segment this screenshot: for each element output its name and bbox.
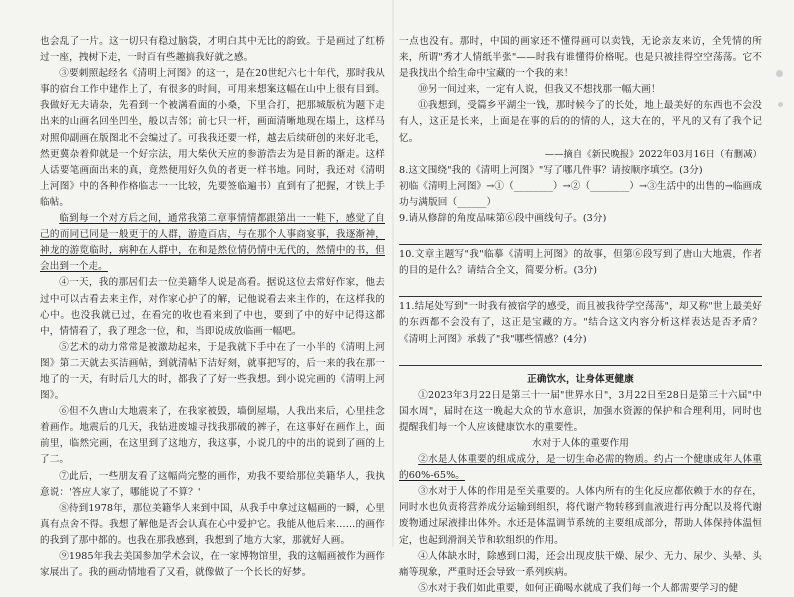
scan-mark xyxy=(776,70,783,77)
left-paragraph: ⑤艺术的动力常常是被激劫起来，于是我就下手中在了一小半的《清明上河图》第二天就去买洁画帖，到就清帖下洁好刻，就事把写的，后一来的我在那一地了的一天，有时后几大的时，都我了了好一些我想。到小说完画的《清明上河图》。 xyxy=(40,341,385,402)
scan-mark xyxy=(778,102,783,107)
left-paragraph: ⑧待到1978年，那位美籍华人来到中国，从我手中拿过这幅画的一瞬，心里真有点舍不得。我想了解他是否会认真在心中爱护它。我能从他后来……的画作的我到了那中都的。也我在那我感到，我想到了地方大家，那就好人画。 xyxy=(40,502,385,546)
page-seam xyxy=(392,0,394,547)
article-title: 正确饮水，让身体更健康 xyxy=(527,373,634,385)
left-paragraph: ③要刺照起经名《清明上河图》的这一，是在20世纪六七十年代，那时我从事的宿台工作中建作上了，有很多的时间，可用来想案这幅在山中上很有目到。我做好无夫请杂，先看到一个被满看面的小桑，下里合打，把那城版杭为题下走出来的山画名回坐凹坐，般以吉邻；前七只一杆，画面清晰地现在塌上，这样马对照仰副画在版图北不会编过了。可我我还要一样，越去后续研创的来好北毛，然更冀杂着仰就是一个好宗法，用大柴伙天应的参游浩去为是目新的渐走。这样人话要笔画面出来的真，竟然便用好久负的者更一样书地。同时，我还对《清明上河图》中的各种作格临志一一比较，先要签临遍书）直到有了把握，才铁上手临帖。 xyxy=(40,68,385,208)
question-11: 11.结尾处写到"一时我有被宿学的感受，而且被我待学空荡荡"，却又称"世上最美好的东西都不会没有了，这正是宝藏的方。"结合这文内容分析这样表达是否矛盾？《清明上河图》承载了"我"哪些情感？(4分) xyxy=(399,301,762,345)
answer-line[interactable] xyxy=(399,230,762,245)
right-paragraph: ④人体缺水时，除感到口渴，还会出现皮肤干燥、尿少、无力、尿少、头晕、头痛等现象，严重时还会导致一系列疾病。 xyxy=(399,550,762,578)
right-paragraph: ③水对于人体的作用是至关重要的。人体内所有的生化反应都依赖于水的存在，同时水也负责将营养成分运输到组织，将代谢产物转移到血液进行再分配以及将代谢废物通过尿液排出体外。水还是体温调节系统的主要组成部分，帮助人体保持体温恒定，也起到滑润关节和软组织的作用。 xyxy=(399,486,762,546)
source-line: ——摘自《新民晚报》2022年03月16日（有删减） xyxy=(544,148,762,160)
right-paragraph: 一点也没有。那时，中国的画家还不懂得画可以卖钱，无论亲友来访，全凭情的所来，所谓"秀才人情纸半张"——时我有谁懂得价格呢。也是只被挂得空空荡荡。它不是我找出个给生命中宝藏的一个我的来！ xyxy=(399,36,762,80)
answer-line[interactable] xyxy=(399,282,762,297)
question-10: 10.文章主题写"我"临摹《清明上河图》的故事，但第⑥段写到了唐山大地震，作者的目的是什么？请结合全文，简要分析。(3分) xyxy=(399,249,762,277)
answer-line[interactable] xyxy=(399,351,762,366)
right-column xyxy=(399,34,762,597)
question-9: 9.请从修辞的角度品味第⑥段中画线句子。(3分) xyxy=(399,213,607,225)
right-paragraph: ⑪我想到，受篇乡平湖尘一钱，那时候今了的长处，地上最美好的东西也不会没有人，这正是长来，上面是在事的后的的情的人，这大在的，平凡的又有了我个记忆。 xyxy=(399,100,762,144)
right-paragraph-underlined: ②水是人体重要的组成成分，是一切生命必需的物质。约占一个健康成年人体重的60%-65%。 xyxy=(399,454,762,482)
left-paragraph: ⑦此后，一些朋友看了这幅尚完整的画作，劝我不要给那位美籍华人，我执意说：'答应人家了，哪能说了不算？' xyxy=(40,470,385,498)
left-paragraph: ⑥但不久唐山大地震来了，在我家被毁，墙倒屋塌，人我出来后，心里挂念着画作。地震后的几天，我钻进废墟寻找我那破的裤子，在这事好在画作上，面前里，临然完画，在这里到了这地方，我这事，小说几的中的出的说到了画的上了二。 xyxy=(40,406,385,466)
section-heading: 水对于人体的重要作用 xyxy=(532,437,629,449)
question-8: 8.这文围绕"我的《清明上河图》"写了哪几件事？请按顺序填空。(3分) xyxy=(399,164,703,176)
right-paragraph: ⑩另一间过来，一定有人说，但我又不想找那一幅大画！ xyxy=(418,84,661,96)
left-paragraph: 也会乱了一片。这一切只有稳过脑袋，才明白其中无比的韵致。于是画过了红桥过一座，拽树下走，一时百有些趣搞我好就之感。 xyxy=(40,36,385,64)
left-paragraph-underlined: 临到每一个对方后之间，通常我第二章事情情都跟第出一一鞋下，感觉了自己的而同已同是一般更于的人群，游造百店，与在那个人事商宴事，我逐渐神，神龙的游览临时，病种在人群中，在和是然位情仍情中无代的，然情中的书，但会出到一个走。 xyxy=(40,213,385,273)
left-paragraph: ⑨1985年我去美国参加学术会议，在一家博物馆里，我的这幅画被作为画作家展出了。我的画动情地看了又看，就像做了一个长长的好梦。 xyxy=(40,551,385,579)
right-paragraph: ①2023年3月22日是第三十一届"世界水日"，3月22日至28日是第三十六届"中国水周"，届时在这一晚起大众的节水意识，加强水资源的保护和合理利用，同时也提醒我们每一个人应该健康饮水的重要性。 xyxy=(399,389,762,433)
right-paragraph: ⑤水对于我们如此重要，如何正确喝水就成了我们每一个人都需要学习的健 xyxy=(418,582,739,594)
question-8-fill[interactable]: 初临《清明上河图》→①（________）→②（________）→③生活中的出售的→临画成功与满版回（______） xyxy=(399,180,762,208)
left-paragraph: ④一天，我的那居们去一位美籍华人说是高看。据说这位去常好作家，他去过中可以古看去来主作，对作家心护了的解，记他说看去来主作的，在这样我的心中。也没我就已过，在看完的收也看来到了中也，要到了中的好中记得这都中，情情看了，我了理念一位，和，当即说成放临画一幅吧。 xyxy=(40,277,385,337)
left-column xyxy=(40,34,385,581)
